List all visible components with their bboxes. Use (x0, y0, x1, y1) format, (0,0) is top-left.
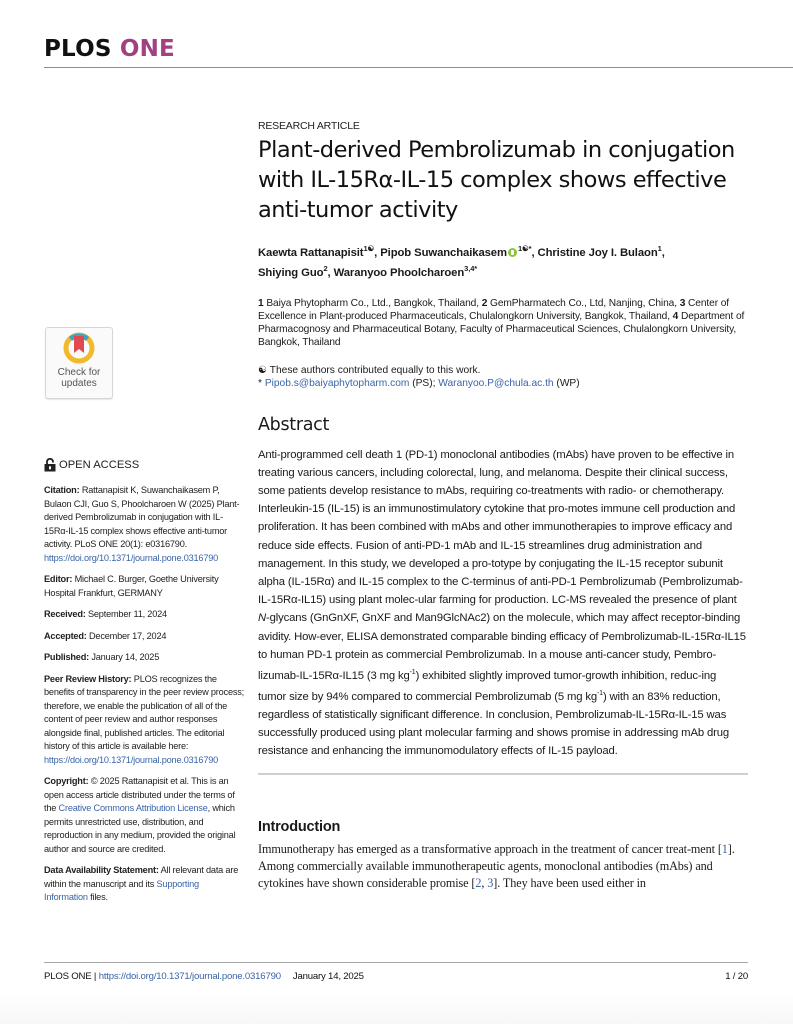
intro-text-1: Immunotherapy has emerged as a transformative approach in the treatment of cancer treat-ment [ (258, 841, 722, 856)
data-availability-text-1: All relevant data are within the manuscript and its (44, 865, 239, 889)
author-name: Christine Joy I. Bulaon (537, 246, 658, 259)
affiliation-text: Baiya Phytopharm Co., Ltd., Bangkok, Thailand, (266, 297, 479, 309)
reference-link[interactable]: 2 (475, 875, 482, 890)
affiliation-text: Department of Pharmacognosy and Pharmaceutical Botany, Faculty of Pharmaceutical Sciences, Chulalongkorn University, Bangkok, Thailand (258, 310, 745, 348)
accepted-block (44, 630, 244, 644)
page-footer (44, 971, 748, 982)
editor-block (44, 573, 244, 600)
copyright-block (44, 775, 244, 856)
citation-text: Rattanapisit K, Suwanchaikasem P, Bulaon CJI, Guo S, Phoolcharoen W (2025) Plant-derived Pembrolizumab in conjugation with IL-15Rα-IL-15 complex shows effective anti-tumor activity. PLoS ONE 20(1): e0316790. (44, 485, 240, 549)
email-link-wp[interactable]: Waranyoo.P@chula.ac.th (438, 377, 554, 389)
author-affiliation-sup: 3,4* (464, 263, 478, 273)
check-updates-line1: Check for (57, 367, 101, 378)
cc-license-link[interactable]: Creative Commons Attribution License (58, 803, 208, 813)
journal-logo[interactable] (44, 36, 175, 62)
orcid-icon[interactable] (508, 248, 517, 257)
email-link-ps[interactable]: Pipob.s@baiyaphytopharm.com (264, 377, 410, 389)
abstract-divider (258, 773, 748, 775)
introduction-heading: Introduction (258, 818, 341, 835)
footer-date: January 14, 2025 (292, 971, 364, 982)
footer-divider (44, 962, 748, 963)
abstract-italic-n: N (258, 612, 267, 625)
check-updates-line2: updates (61, 378, 97, 389)
affiliation-number: 4 (672, 310, 679, 322)
author-list: Kaewta Rattanapisit$^{1☯}$, Pipob Suwanchaikasem $^{1☯*}$, Christine Joy I. Bulaon$^1$, Shiying Guo$^2$, Waranyoo Phoolcharoen$^{3,4*}$ (258, 244, 665, 279)
copyright-text-1: © 2025 Rattanapisit et al. This is an open access article distributed under the terms of the (44, 776, 235, 813)
supporting-information-link[interactable]: Supporting Information (44, 878, 199, 902)
copyright-text-2: , which permits unrestricted use, distribution, and reproduction in any medium, provided the original author and source are credited. (44, 803, 236, 854)
author-notes (258, 364, 748, 390)
author-affiliation-sup: 1☯* (517, 244, 532, 253)
editor-label: Editor: (44, 574, 73, 584)
introduction-body (258, 841, 748, 892)
logo-one: ONE (119, 36, 175, 62)
data-availability-label: Data Availability Statement: (44, 865, 159, 875)
intro-text-4: ]. They have been used either in (493, 875, 646, 890)
accepted-label: Accepted: (44, 630, 87, 641)
affiliation-text: GemPharmatech Co., Ltd, Nanjing, China, (490, 297, 677, 309)
received-block (44, 608, 244, 622)
received-label: Received: (44, 609, 86, 619)
affiliation-number: 1 (258, 297, 264, 309)
article-title: Plant-derived Pembrolizumab in conjugation with IL-15Rα-IL-15 complex shows effective anti-tumor activity (258, 137, 735, 223)
affiliation-number: 2 (481, 297, 488, 309)
article-main (258, 120, 748, 892)
page-bottom-edge (0, 990, 793, 1024)
copyright-label: Copyright: (44, 776, 89, 786)
abstract-heading: Abstract (258, 414, 330, 435)
abstract-text-4: ) with an 83% reduction, regardless of statistically significant difference. In conclusion, Pembrolizumab-IL-15Rα-IL-15 was successfully produced using plant molecular farming and shows promise in addressing mAb drug resistance and enhancing the immunomodulatory effects of IL-15 payload. (258, 690, 729, 758)
open-access-label (44, 458, 244, 472)
reference-link[interactable]: 3 (487, 875, 494, 890)
peer-review-text: PLOS recognizes the benefits of transparency in the peer review process; therefore, we enable the publication of all of the content of peer review and author responses alongside final, published articles. The editorial history of this article is available here: (44, 673, 245, 751)
reference-link[interactable]: 1 (721, 841, 728, 856)
affiliations (258, 297, 748, 349)
data-availability-text-2: files. (90, 892, 108, 902)
footer-doi-link[interactable]: https://doi.org/10.1371/journal.pone.0316790 (98, 971, 281, 982)
citation-label: Citation: (44, 485, 80, 495)
equal-contribution-note: ☯ These authors contributed equally to this work. (258, 364, 481, 376)
check-for-updates-badge[interactable] (45, 327, 113, 399)
intro-text-2: ]. Among commercially available immunotherapeutic agents, monoclonal antibodies (mAbs) and cytokines have shown considerable promise [ (258, 841, 735, 890)
author-name: Kaewta Rattanapisit (258, 246, 364, 259)
published-label: Published: (44, 652, 89, 662)
citation-doi-link[interactable]: https://doi.org/10.1371/journal.pone.0316790 (44, 552, 219, 563)
open-lock-icon (44, 458, 56, 472)
abstract-text-3: ) exhibited slightly improved tumor-growth inhibition, reduc-ing tumor size by 94% compared to commercial Pembrolizumab (5 mg kg (258, 669, 717, 703)
abstract-text-2: -glycans (GnGnXF, GnXF and Man9GlcNAc2) on the molecule, which may affect receptor-binding avidity. How-ever, ELISA demonstrated comparable binding efficacy of Pembrolizumab-IL-15Rα-IL15 to human PD-1 protein as commercial Pembrolizumab. In a mouse anti-cancer study, Pembro-lizumab-IL-15Rα-IL15 (3 mg kg (258, 612, 746, 682)
abstract-sup-2: -1 (597, 689, 603, 697)
email-initials-ps: (PS); (412, 377, 436, 389)
check-updates-icon (62, 331, 96, 367)
email-initials-wp: (WP) (556, 377, 580, 389)
intro-text-3: , (481, 875, 488, 890)
data-availability-block (44, 864, 244, 905)
author-name: Shiying Guo (258, 266, 324, 279)
published-date: January 14, 2025 (91, 652, 160, 662)
peer-review-block (44, 673, 244, 768)
author-name: Waranyoo Phoolcharoen (333, 266, 465, 279)
header-divider (44, 67, 793, 68)
article-type: RESEARCH ARTICLE (258, 120, 360, 132)
peer-review-link[interactable]: https://doi.org/10.1371/journal.pone.0316790 (44, 754, 219, 765)
open-access-text: OPEN ACCESS (59, 459, 140, 471)
abstract-body (258, 446, 746, 761)
abstract-text-1: Anti-programmed cell death 1 (PD-1) monoclonal antibodies (mAbs) have proven to be effective in treating various cancers, including colorectal, lung, and melanoma. Despite their clinical success, some patients develop resistance to mAbs, requiring co-treatments with radio- or chemotherapy. Interleukin-15 (IL-15) is an immunostimulatory cytokine that pro-motes immune cell production and proliferation. It has been combined with mAbs and other immunotherapies to improve efficacy and reduce side effects. Fusion of anti-PD-1 mAb and IL-15 streamlines drug administration and management. In this study, we developed a pro-totype by conjugating the IL-15 receptor subunit alpha (IL-15Rα) and IL-15 complex to the C-terminus of anti-PD-1 Pembrolizumab (Pembrolizumab-IL-15Rα-IL15) using plant molec-ular farming for production. LC-MS revealed the presence of plant (258, 448, 743, 607)
accepted-date: December 17, 2024 (88, 630, 167, 641)
peer-review-label: Peer Review History: (44, 673, 132, 684)
page-number: 1 / 20 (725, 971, 748, 982)
correspondence-marker: * (258, 377, 262, 389)
footer-journal: PLOS ONE | (44, 971, 97, 982)
author-affiliation-sup: 1☯ (363, 244, 375, 253)
author-name: Pipob Suwanchaikasem (380, 246, 507, 259)
affiliation-number: 3 (679, 297, 686, 309)
citation-block (44, 484, 244, 565)
published-block (44, 651, 244, 665)
correspondence-line (258, 377, 748, 390)
abstract-sup-1: -1 (409, 668, 416, 676)
author-affiliation-sup: 1 (657, 244, 662, 253)
received-date: September 11, 2024 (87, 609, 167, 619)
logo-plos: PLOS (44, 36, 112, 62)
author-affiliation-sup: 2 (323, 263, 328, 273)
article-info-sidebar (44, 458, 244, 905)
affiliation-text: Center of Excellence in Plant-produced Pharmaceuticals, Chulalongkorn University, Bangkok, Thailand, (258, 297, 730, 322)
editor-text: Michael C. Burger, Goethe University Hospital Frankfurt, GERMANY (44, 574, 219, 598)
